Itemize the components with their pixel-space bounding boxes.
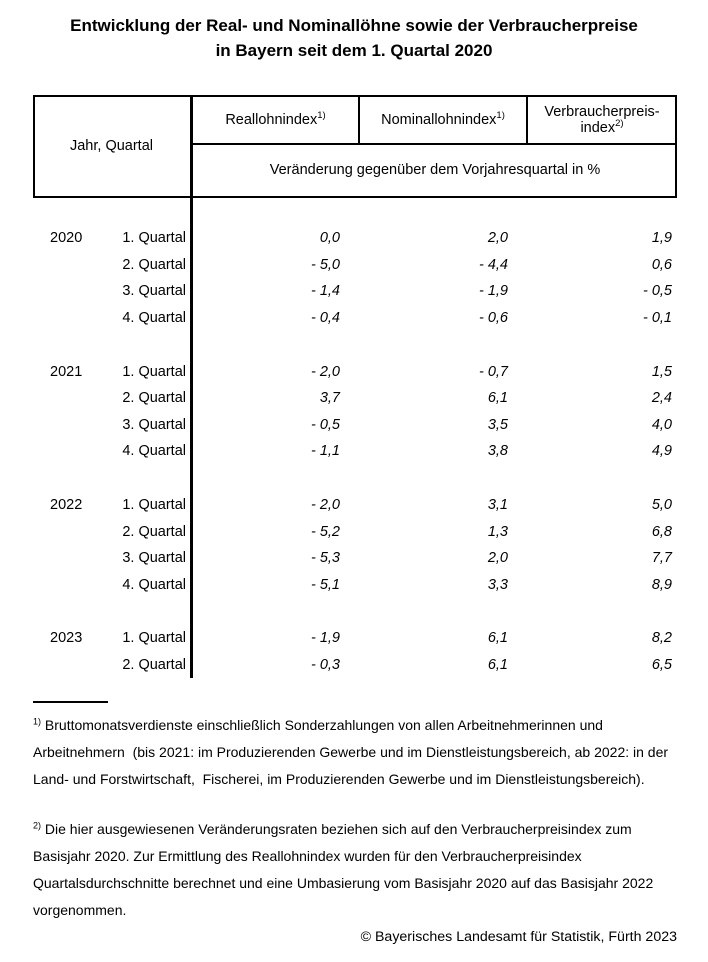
reallohn-value: - 1,1 (310, 443, 340, 460)
year-label: 2020 (50, 230, 83, 247)
quarter-label: 3. Quartal (122, 416, 186, 433)
table-row (33, 358, 677, 385)
reallohnindex-label: Reallohnindex$^{1)}$ (225, 109, 326, 128)
vpi-label-line1: Verbraucherpreis- (544, 104, 660, 120)
column-header-verbraucherpreisindex (529, 97, 675, 143)
reallohn-value: - 0,4 (310, 310, 340, 327)
table-row (33, 278, 677, 305)
vpi-value: 8,2 (651, 630, 672, 647)
reallohn-value: - 5,1 (310, 576, 340, 593)
vpi-value: 6,8 (651, 523, 672, 540)
page-title-line1: Entwicklung der Real- und Nominallöhne sowie der Verbraucherpreise (70, 16, 638, 35)
footnote-1-marker: 1) (33, 716, 42, 727)
column-header-nominallohnindex (360, 97, 526, 143)
quarter-label: 1. Quartal (122, 230, 186, 247)
vpi-value: - 0,1 (642, 310, 672, 327)
vpi-value: 6,5 (651, 657, 672, 674)
reallohn-value: - 0,5 (310, 416, 340, 433)
vpi-value: 1,5 (651, 363, 672, 380)
footnote-2-text: Die hier ausgewiesenen Veränderungsraten beziehen sich auf den Verbraucherpreisindex zum Basisjahr 2020. Zur Ermittlung des Reallohnindex wurden für den Verbraucherpreisindex Quartalsdurchschnitte berechnet und eine Umbasierung vom Basisjahr 2020 auf das Basisjahr 2022 vorgenommen. (33, 821, 658, 918)
nominallohn-value: 2,0 (487, 230, 508, 247)
reallohn-value: - 1,9 (310, 630, 340, 647)
nominallohn-value: 1,3 (487, 523, 508, 540)
table-row (33, 625, 677, 652)
quarter-label: 1. Quartal (122, 497, 186, 514)
quarter-label: 1. Quartal (122, 363, 186, 380)
reallohn-value: 3,7 (319, 390, 340, 407)
nominallohn-value: 3,8 (487, 443, 508, 460)
page-title (0, 13, 708, 63)
nominallohn-value: - 1,9 (478, 283, 508, 300)
quarter-label: 4. Quartal (122, 443, 186, 460)
table-row (33, 305, 677, 332)
table-row (33, 225, 677, 252)
nominallohn-value: 3,5 (487, 416, 508, 433)
vpi-label-line2: index$^{2)}$ (580, 118, 624, 136)
reallohn-value: 0,0 (319, 230, 340, 247)
vpi-value: 5,0 (651, 497, 672, 514)
nominallohn-value: - 4,4 (478, 256, 508, 273)
vpi-value: 7,7 (651, 550, 672, 567)
column-header-reallohnindex (193, 97, 358, 143)
table-row (33, 492, 677, 519)
quarter-label: 2. Quartal (122, 390, 186, 407)
footnote-1 (33, 712, 681, 793)
footnote-1-text: Bruttomonatsverdienste einschließlich Sonderzahlungen von allen Arbeitnehmerinnen und Arbeitnehmern (bis 2021: im Produzierenden Gewerbe und im Dienstleistungsbereich, ab 2022: in der Land- und Forstwirtschaft, Fischerei, im Produzierenden Gewerbe und im Dienstleistungsbereich). (33, 717, 672, 787)
nominallohn-value: - 0,7 (478, 363, 508, 380)
nominallohn-value: 6,1 (487, 657, 508, 674)
vpi-value: 1,9 (651, 230, 672, 247)
nominallohn-value: - 0,6 (478, 310, 508, 327)
quarter-label: 2. Quartal (122, 657, 186, 674)
quarter-label: 2. Quartal (122, 256, 186, 273)
nominallohn-value: 6,1 (487, 630, 508, 647)
reallohn-value: - 2,0 (310, 363, 340, 380)
table-header-divider-2 (526, 95, 528, 145)
quarter-label: 1. Quartal (122, 630, 186, 647)
table-row (33, 385, 677, 412)
vpi-value: 8,9 (651, 576, 672, 593)
quarter-label: 3. Quartal (122, 550, 186, 567)
quarter-label: 2. Quartal (122, 523, 186, 540)
table-body (33, 225, 677, 678)
table-header-bottom-rule (33, 196, 677, 198)
year-label: 2022 (50, 497, 83, 514)
reallohn-value: - 0,3 (310, 657, 340, 674)
copyright-notice: © Bayerisches Landesamt für Statistik, Fürth 2023 (360, 929, 677, 945)
year-label: 2021 (50, 363, 83, 380)
nominallohnindex-label: Nominallohnindex$^{1)}$ (381, 109, 505, 128)
nominallohn-value: 3,1 (487, 497, 508, 514)
reallohn-value: - 2,0 (310, 497, 340, 514)
table-row (33, 412, 677, 439)
reallohn-value: - 5,0 (310, 256, 340, 273)
table-subheader: Veränderung gegenüber dem Vorjahresquartal in % (269, 162, 601, 178)
vpi-value: 4,0 (651, 416, 672, 433)
footnote-ref-1: 1) (496, 109, 505, 121)
vpi-value: 4,9 (651, 443, 672, 460)
table-row (33, 252, 677, 279)
table-row (33, 545, 677, 572)
vpi-value: - 0,5 (642, 283, 672, 300)
table-row (33, 652, 677, 679)
reallohn-value: - 5,2 (310, 523, 340, 540)
footnote-ref-1: 1) (317, 109, 326, 121)
footnote-2-marker: 2) (33, 820, 42, 831)
reallohn-value: - 5,3 (310, 550, 340, 567)
page-title-line2: in Bayern seit dem 1. Quartal 2020 (215, 41, 493, 60)
year-label: 2023 (50, 630, 83, 647)
footnote-separator-rule (33, 701, 108, 703)
nominallohn-value: 2,0 (487, 550, 508, 567)
nominallohn-value: 6,1 (487, 390, 508, 407)
table-row (33, 572, 677, 599)
table-row (33, 438, 677, 465)
footnote-ref-2: 2) (615, 118, 624, 130)
column-header-jahr-quartal: Jahr, Quartal (69, 138, 153, 154)
table-row (33, 518, 677, 545)
quarter-label: 3. Quartal (122, 283, 186, 300)
quarter-label: 4. Quartal (122, 576, 186, 593)
reallohn-value: - 1,4 (310, 283, 340, 300)
footnote-2 (33, 816, 681, 924)
quarter-label: 4. Quartal (122, 310, 186, 327)
vpi-value: 2,4 (651, 390, 672, 407)
vpi-value: 0,6 (651, 256, 672, 273)
nominallohn-value: 3,3 (487, 576, 508, 593)
